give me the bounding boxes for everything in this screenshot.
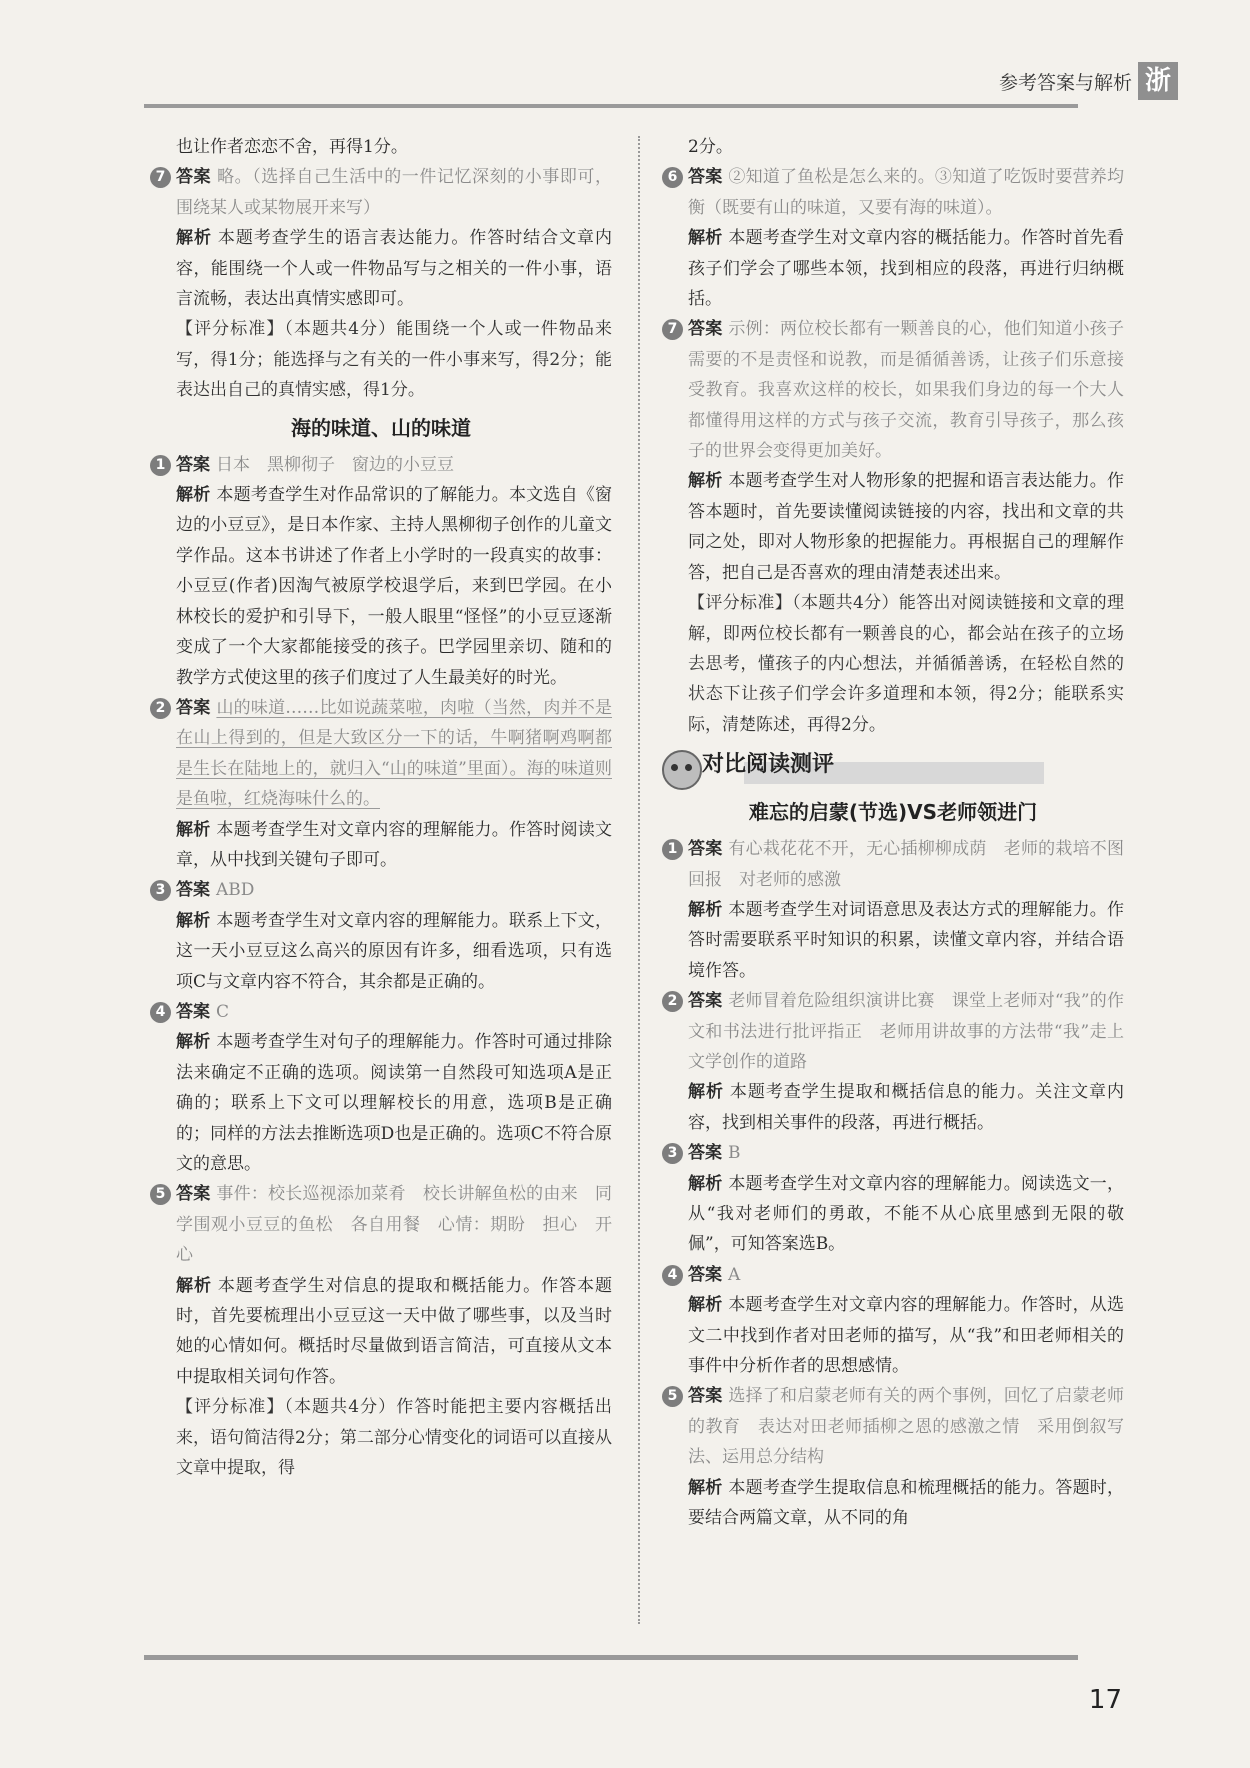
question-number: 3 [662,1143,683,1164]
question-number: 4 [662,1265,683,1286]
column-divider [638,136,640,1624]
left-column [150,132,612,1483]
mascot-icon [662,750,702,790]
answer-text: B [728,1143,741,1164]
analysis-label: 解析 [688,1082,724,1103]
answer-label: 答案 [688,1143,722,1164]
right-column [662,132,1124,1533]
answer-label: 答案 [688,167,723,188]
analysis-label: 解析 [688,1295,723,1316]
analysis-label: 解析 [176,910,211,931]
answer-text: 有心栽花花不开，无心插柳柳成荫 老师的栽培不图回报 对老师的感激 [688,839,1125,890]
question-number: 4 [150,1002,171,1023]
section-title: 海的味道、山的味道 [291,415,471,440]
analysis-text: 本题考查学生对文章内容的概括能力。作答时首先看孩子们学会了哪些本领，找到相应的段落，再进行归纳概括。 [688,228,1125,310]
continued-text: 2分。 [688,137,733,157]
section-title: 难忘的启蒙(节选)VS老师领进门 [748,800,1038,825]
answer-item-1 [150,450,612,693]
header-rule [144,104,1078,108]
question-number: 5 [662,1386,683,1407]
answer-item-7b [662,314,1124,740]
compare-item-5 [662,1381,1124,1533]
answer-item-6 [662,162,1124,314]
analysis-label: 解析 [688,471,723,492]
analysis-text: 本题考查学生提取信息和梳理概括的能力。答题时，要结合两篇文章，从不同的角 [688,1477,1125,1529]
answer-text: 选择了和启蒙老师有关的两个事例，回忆了启蒙老师的教育 表达对田老师插柳之恩的感激之情 采用倒叙写法、运用总分结构 [688,1386,1125,1468]
question-number: 1 [662,839,683,860]
answer-text: C [216,1001,230,1022]
answer-label: 答案 [176,697,211,718]
analysis-label: 解析 [176,819,211,840]
analysis-label: 解析 [176,1275,212,1296]
answer-item-2 [150,693,612,875]
section-banner [662,748,1124,790]
analysis-label: 解析 [176,1032,211,1053]
answer-text: ②知道了鱼松是怎么来的。③知道了吃饭时要营养均衡（既要有山的味道，又要有海的味道）。 [688,167,1125,218]
answer-label: 答案 [176,167,212,188]
answer-label: 答案 [176,880,210,901]
compare-item-3 [662,1138,1124,1260]
analysis-text: 本题考查学生对词语意思及表达方式的理解能力。作答时需要联系平时知识的积累，读懂文章内容，并结合语境作答。 [688,899,1125,981]
analysis-label: 解析 [688,1173,723,1194]
analysis-text: 本题考查学生对句子的理解能力。作答时可通过排除法来确定不正确的选项。阅读第一自然段可知选项A是正确的；联系上下文可以理解校长的用意，选项B是正确的；同样的方法去推断选项D也是正确的。选项C不符合原文的意思。 [176,1032,613,1174]
header-title: 参考答案与解析 [998,72,1132,94]
answer-label: 答案 [688,1386,723,1407]
analysis-text: 本题考查学生对文章内容的理解能力。联系上下文，这一天小豆豆这么高兴的原因有许多，细看选项，只有选项C与文章内容不符合，其余都是正确的。 [176,910,613,992]
answer-text: 略。（选择自己生活中的一件记忆深刻的小事即可，围绕某人或某物展开来写） [176,167,612,218]
question-number: 5 [150,1184,171,1205]
analysis-text: 本题考查学生对文章内容的理解能力。阅读选文一，从“我对老师们的勇敢，不能不从心底里感到无限的敬佩”，可知答案选B。 [688,1173,1125,1255]
analysis-text: 本题考查学生提取和概括信息的能力。关注文章内容，找到相关事件的段落，再进行概括。 [688,1082,1125,1133]
analysis-label: 解析 [176,485,211,506]
region-badge: 浙 [1138,62,1178,100]
analysis-text: 本题考查学生对人物形象的把握和语言表达能力。作答本题时，首先要读懂阅读链接的内容，找出和文章的共同之处，即对人物形象的把握能力。再根据自己的理解作答，把自己是否喜欢的理由清楚表述出来。 [688,471,1125,583]
page-number: 17 [1088,1685,1122,1715]
answer-text: 日本 黑柳彻子 窗边的小豆豆 [216,454,454,475]
answer-item-3 [150,875,612,997]
question-number: 3 [150,880,171,901]
answer-label: 答案 [176,454,210,475]
answer-text: 老师冒着危险组织演讲比赛 课堂上老师对“我”的作文和书法进行批评指正 老师用讲故事的方法带“我”走上文学创作的道路 [688,991,1124,1072]
analysis-text: 本题考查学生的语言表达能力。作答时结合文章内容，能围绕一个人或一件物品写与之相关的一件小事，语言流畅，表达出真情实感即可。 [176,228,613,310]
analysis-text: 本题考查学生对文章内容的理解能力。作答时，从选文二中找到作者对田老师的描写，从“我”和田老师相关的事件中分析作者的思想感情。 [688,1295,1125,1377]
question-number: 7 [150,167,171,188]
analysis-text: 本题考查学生对信息的提取和概括能力。作答本题时，首先要梳理出小豆豆这一天中做了哪些事，以及当时她的心情如何。概括时尽量做到语言简洁，可直接从文本中提取相关词句作答。 [176,1275,613,1387]
analysis-text: 本题考查学生对作品常识的了解能力。本文选自《窗边的小豆豆》，是日本作家、主持人黑柳彻子创作的儿童文学作品。这本书讲述了作者上小学时的一段真实的故事：小豆豆(作者)因淘气被原学校退学后，来到巴学园。在小林校长的爱护和引导下，一般人眼里“怪怪”的小豆豆逐渐变成了一个大家都能接受的孩子。巴学园里亲切、随和的教学方式使这里的孩子们度过了人生最美好的时光。 [176,485,613,688]
answer-text: ABD [216,880,255,901]
answer-item-5 [150,1179,612,1483]
footer-rule [144,1655,1078,1660]
answer-label: 答案 [176,1001,210,1022]
question-number: 1 [150,455,171,476]
answer-item-4 [150,997,612,1179]
standard-label: 【评分标准】 [688,593,793,614]
analysis-label: 解析 [176,228,212,249]
answer-label: 答案 [688,319,723,340]
question-number: 7 [662,319,683,340]
answer-text: 事件：校长巡视添加菜肴 校长讲解鱼松的由来 同学围观小豆豆的鱼松 各自用餐 心情：期盼 担心 开心 [176,1184,613,1266]
analysis-text: 本题考查学生对文章内容的理解能力。作答时阅读文章，从中找到关键句子即可。 [176,819,613,870]
answer-item-7 [150,162,612,405]
standard-label: 【评分标准】 [176,319,285,340]
standard-label: 【评分标准】 [176,1397,285,1418]
question-number: 2 [662,991,683,1012]
question-number: 6 [662,167,683,188]
answer-label: 答案 [688,839,723,860]
standard-text: （本题共4分）能围绕一个人或一件物品来写，得1分；能选择与之有关的一件小事来写，得2分；能表达出自己的真情实感，得1分。 [176,319,612,401]
question-number: 2 [150,698,171,719]
analysis-label: 解析 [688,899,723,920]
answer-label: 答案 [688,1264,722,1285]
answer-label: 答案 [688,991,723,1012]
compare-item-4 [662,1260,1124,1382]
answer-text: 山的味道……比如说蔬菜啦，肉啦（当然，肉并不是在山上得到的，但是大致区分一下的话，牛啊猪啊鸡啊都是生长在陆地上的，就归入“山的味道”里面）。海的味道则是鱼啦，红烧海味什么的。 [176,697,613,810]
answer-text: 示例：两位校长都有一颗善良的心，他们知道小孩子需要的不是责怪和说教，而是循循善诱，让孩子们乐意接受教育。我喜欢这样的校长，如果我们身边的每一个大人都懂得用这样的方式与孩子交流，教育引导孩子，那么孩子的世界会变得更加美好。 [688,319,1125,462]
banner-title: 对比阅读测评 [702,752,835,778]
compare-item-1 [662,834,1124,986]
standard-text: （本题共4分）作答时能把主要内容概括出来，语句简洁得2分；第二部分心情变化的词语可以直接从文章中提取，得 [176,1397,612,1479]
answer-label: 答案 [176,1184,211,1205]
standard-text: （本题共4分）能答出对阅读链接和文章的理解，即两位校长都有一颗善良的心，都会站在孩子的立场去思考，懂孩子的内心想法，并循循善诱，在轻松自然的状态下让孩子们学会许多道理和本领，得2分；能联系实际，清楚陈述，再得2分。 [688,593,1124,735]
compare-item-2 [662,986,1124,1138]
answer-text: A [728,1264,741,1285]
analysis-label: 解析 [688,228,723,249]
analysis-label: 解析 [688,1477,723,1498]
continued-text: 也让作者恋恋不舍，再得1分。 [176,137,408,157]
